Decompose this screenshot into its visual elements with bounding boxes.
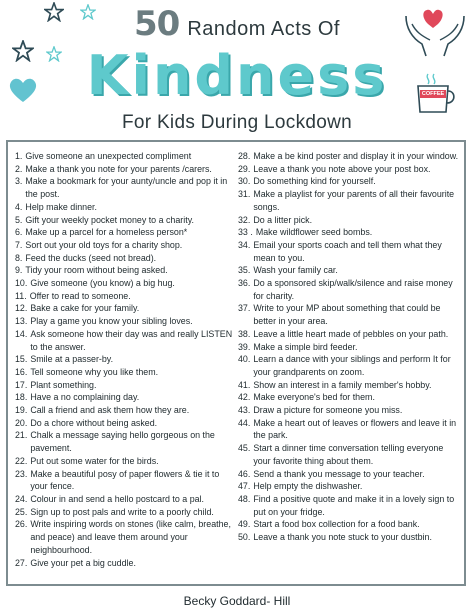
item-text: Feed the ducks (seed not bread). — [25, 252, 157, 263]
list-item — [15, 239, 237, 252]
list-item — [238, 468, 460, 481]
item-number: 20. — [15, 417, 28, 428]
item-text: Make a beautiful posy of paper flowers & tie it to your fence. — [30, 468, 220, 492]
item-number: 39. — [238, 341, 251, 352]
item-text: Make a thank you note for your parents /carers. — [25, 163, 212, 174]
list-item — [238, 214, 460, 227]
item-number: 3. — [15, 176, 23, 187]
list-item — [238, 531, 460, 544]
list-item — [15, 163, 237, 176]
item-text: Make a heart out of leaves or flowers and leave it in the park. — [253, 417, 457, 441]
item-number: 30. — [238, 176, 251, 187]
item-text: Make up a parcel for a homeless person* — [25, 227, 188, 238]
item-number: 8. — [15, 252, 23, 263]
item-text: Sign up to post pals and write to a poorly child. — [30, 506, 214, 517]
list-item — [15, 429, 237, 454]
coffee-label: COFFEE — [421, 91, 445, 97]
item-text: Smile at a passer-by. — [30, 354, 114, 365]
list-item — [15, 506, 237, 519]
list-item — [238, 226, 460, 239]
item-number: 6. — [15, 227, 23, 238]
list-item — [238, 417, 460, 442]
list-item — [15, 353, 237, 366]
item-number: 32. — [238, 214, 251, 225]
item-number: 12. — [15, 303, 28, 314]
item-text: Leave a thank you note stuck to your dustbin. — [253, 532, 432, 543]
item-number: 49. — [238, 519, 251, 530]
item-number: 38. — [238, 328, 251, 339]
list-item — [15, 214, 237, 227]
title-row — [0, 4, 474, 44]
item-number: 26. — [15, 519, 28, 530]
list-item — [15, 201, 237, 214]
item-text: Make a be kind poster and display it in your window. — [253, 151, 459, 161]
item-number: 17. — [15, 379, 28, 390]
item-number: 34. — [238, 239, 251, 250]
item-text: Ask someone how their day was and really LISTEN to the answer. — [30, 328, 233, 352]
item-text: Give your pet a big cuddle. — [30, 557, 136, 568]
item-number: 9. — [15, 265, 23, 276]
item-number: 22. — [15, 455, 28, 466]
item-number: 2. — [15, 163, 23, 174]
item-text: Tell someone why you like them. — [30, 366, 159, 377]
list-item — [238, 302, 460, 327]
item-text: Help empty the dishwasher. — [253, 481, 363, 492]
item-text: Show an interest in a family member's hobby. — [253, 379, 432, 390]
list-item — [15, 277, 237, 290]
item-text: Leave a thank you note above your post box. — [253, 163, 431, 174]
item-number: 41. — [238, 379, 251, 390]
item-text: Tidy your room without being asked. — [25, 265, 168, 276]
list-item — [15, 315, 237, 328]
list-item — [238, 480, 460, 493]
list-item — [238, 379, 460, 392]
item-number: 48. — [238, 493, 251, 504]
list-item — [15, 518, 237, 556]
item-number: 13. — [15, 316, 28, 327]
item-text: Offer to read to someone. — [29, 290, 131, 301]
list-item — [15, 366, 237, 379]
list-item — [238, 404, 460, 417]
item-number: 43. — [238, 405, 251, 416]
author-credit: Becky Goddard- Hill — [183, 594, 291, 608]
item-number: 18. — [15, 392, 28, 403]
list-item — [238, 175, 460, 188]
list-item — [15, 302, 237, 315]
item-number: 45. — [238, 443, 251, 454]
list-item — [238, 239, 460, 264]
item-text: Start a food box collection for a food bank. — [253, 519, 420, 530]
item-text: Do a litter pick. — [253, 214, 313, 225]
item-number: 14. — [15, 328, 28, 339]
item-number: 11. — [15, 290, 27, 301]
item-number: 4. — [15, 201, 23, 212]
item-number: 44. — [238, 417, 251, 428]
list-item — [15, 328, 237, 353]
item-text: Find a positive quote and make it in a lovely sign to put on your fridge. — [253, 493, 455, 517]
item-number: 16. — [15, 366, 28, 377]
list-item — [15, 226, 237, 239]
list-item — [15, 175, 237, 200]
item-number: 19. — [15, 405, 28, 416]
item-number: 37. — [238, 303, 251, 314]
item-text: Draw a picture for someone you miss. — [253, 405, 403, 416]
item-number: 36. — [238, 278, 251, 289]
list-item — [238, 341, 460, 354]
right-column — [238, 150, 460, 544]
item-text: Email your sports coach and tell them what they mean to you. — [253, 239, 442, 263]
item-number: 46. — [238, 468, 251, 479]
list-item — [238, 163, 460, 176]
item-text: Leave a little heart made of pebbles on your path. — [253, 328, 449, 339]
item-number: 1. — [15, 151, 23, 161]
list-item — [238, 391, 460, 404]
list-item — [15, 379, 237, 392]
item-number: 31. — [238, 189, 251, 200]
item-text: Help make dinner. — [25, 201, 97, 212]
list-item — [15, 404, 237, 417]
item-number: 40. — [238, 354, 251, 365]
list-item — [15, 290, 237, 303]
item-text: Make a bookmark for your aunty/uncle and pop it in the post. — [25, 176, 228, 200]
item-text: Learn a dance with your siblings and perform It for your grandparents on zoom. — [253, 354, 451, 377]
list-item — [15, 252, 237, 265]
item-text: Gift your weekly pocket money to a charity. — [25, 214, 194, 225]
item-text: Do a chore without being asked. — [30, 417, 158, 428]
item-text: Wash your family car. — [253, 265, 338, 276]
list-item — [238, 188, 460, 213]
item-number: 42. — [238, 392, 251, 403]
item-text: Write to your MP about something that could be better in your area. — [253, 303, 441, 327]
title-text: Random Acts Of — [187, 18, 340, 40]
list-item — [238, 150, 460, 163]
item-number: 27. — [15, 557, 28, 568]
item-number: 35. — [238, 265, 251, 276]
item-text: Chalk a message saying hello gorgeous on the pavement. — [30, 430, 215, 454]
item-text: Make a playlist for your parents of all their favourite songs. — [253, 189, 455, 212]
list-item — [238, 277, 460, 302]
list-item — [238, 328, 460, 341]
item-text: Plant something. — [30, 379, 97, 390]
item-text: Colour in and send a hello postcard to a pal. — [30, 493, 205, 504]
item-text: Make a simple bird feeder. — [253, 341, 358, 352]
acts-list-box — [6, 140, 466, 586]
item-text: Give someone (you know) a big hug. — [30, 278, 175, 289]
item-number: 50. — [238, 532, 251, 543]
item-text: Do something kind for yourself. — [253, 176, 376, 187]
list-item — [238, 442, 460, 467]
list-item — [15, 417, 237, 430]
item-text: Bake a cake for your family. — [30, 303, 140, 314]
item-number: 33 . — [238, 227, 253, 238]
item-number: 21. — [15, 430, 28, 441]
item-text: Make wildflower seed bombs. — [255, 227, 373, 238]
item-number: 7. — [15, 239, 23, 250]
item-number: 15. — [15, 354, 28, 365]
title-number: 50 — [134, 4, 180, 44]
item-number: 23. — [15, 468, 28, 479]
list-item — [15, 557, 237, 570]
item-text: Call a friend and ask them how they are. — [30, 405, 190, 416]
item-text: Make everyone's bed for them. — [253, 392, 375, 403]
list-item — [238, 493, 460, 518]
list-item — [238, 264, 460, 277]
list-item — [15, 493, 237, 506]
item-text: Do a sponsored skip/walk/silence and raise money for charity. — [253, 278, 453, 301]
left-column — [15, 150, 237, 569]
subtitle: For Kids During Lockdown — [121, 112, 353, 133]
item-number: 29. — [238, 163, 251, 174]
item-text: Give someone an unexpected compliment — [25, 151, 192, 161]
item-number: 5. — [15, 214, 23, 225]
item-text: Play a game you know your sibling loves. — [30, 316, 193, 327]
item-text: Write inspiring words on stones (like calm, breathe, and peace) and leave them around your neighbourhood. — [30, 519, 231, 555]
item-number: 25. — [15, 506, 28, 517]
list-item — [15, 150, 237, 163]
item-text: Start a dinner time conversation telling everyone your favorite thing about them. — [253, 443, 444, 466]
list-item — [15, 455, 237, 468]
item-number: 47. — [238, 481, 251, 492]
list-item — [15, 468, 237, 493]
item-text: Put out some water for the birds. — [30, 455, 159, 466]
list-item — [15, 391, 237, 404]
item-number: 28. — [238, 151, 251, 161]
list-item — [238, 518, 460, 531]
list-item — [15, 264, 237, 277]
item-number: 10. — [15, 278, 28, 289]
item-text: Have a no complaining day. — [30, 392, 140, 403]
item-text: Send a thank you message to your teacher. — [253, 468, 425, 479]
list-item — [238, 353, 460, 378]
item-number: 24. — [15, 493, 28, 504]
header — [0, 0, 474, 140]
item-text: Sort out your old toys for a charity shop. — [25, 239, 183, 250]
kindness-heading: Kindness — [86, 44, 388, 107]
